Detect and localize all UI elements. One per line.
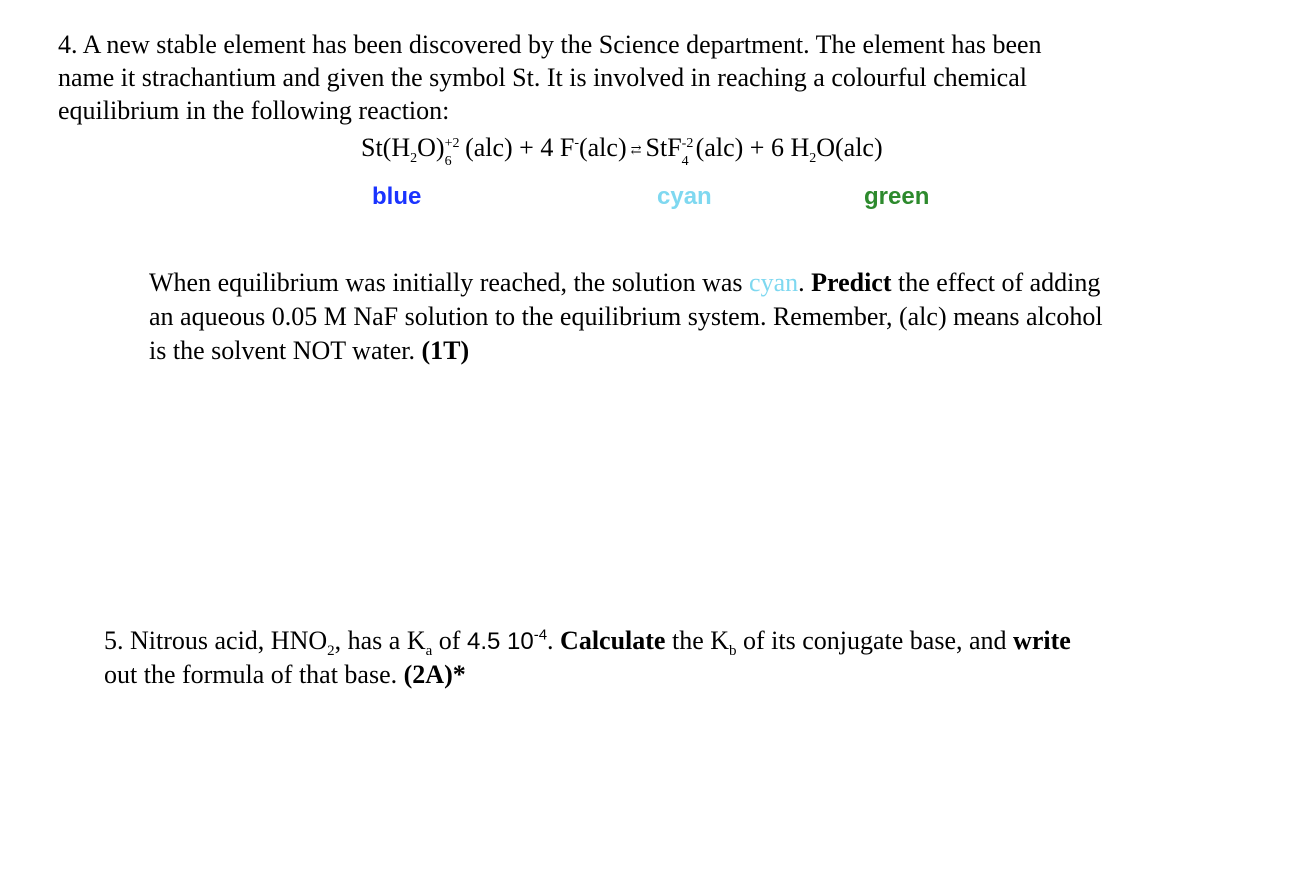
- q5-text-d: .: [547, 626, 561, 655]
- eq-reactant1-charge: +2: [444, 136, 460, 151]
- q5-marks: (2A)*: [403, 660, 466, 689]
- eq-fluoride-state: (alc): [578, 133, 627, 162]
- q5-text-a: 5. Nitrous acid, HNO: [104, 626, 328, 655]
- q5-exponent: -4: [533, 626, 548, 644]
- q4-line-2: name it strachantium and given the symbol St. It is involved in reaching a colourful chemical: [58, 63, 1027, 92]
- q4-prompt-text-b: .: [798, 268, 812, 297]
- color-label-green: green: [864, 183, 930, 210]
- eq-product1-sub4: 4: [681, 154, 689, 169]
- q4-line-3: equilibrium in the following reaction:: [58, 96, 450, 125]
- eq-reactant1-sub2: 2: [410, 151, 418, 167]
- eq-product1-prefix: StF: [645, 133, 682, 162]
- q4-prompt-line3-text: is the solvent NOT water.: [149, 336, 422, 365]
- color-label-blue: blue: [372, 183, 422, 210]
- equilibrium-arrow-icon: ⇄: [630, 142, 642, 158]
- eq-reactant1-prefix: St(H: [361, 133, 411, 162]
- q5-text-b: , has a K: [334, 626, 426, 655]
- question-4-intro: [58, 28, 1258, 127]
- q5-write: write: [1013, 626, 1071, 655]
- q5-line-2: [104, 658, 1254, 691]
- q4-marks: (1T): [421, 336, 470, 365]
- question-5: [104, 624, 1254, 691]
- q5-value: 4.5 10: [466, 628, 534, 655]
- eq-reactant1-subsup: [444, 136, 460, 169]
- q4-prompt-text-a: When equilibrium was initially reached, the solution was: [149, 268, 750, 297]
- q5-text-f: of its conjugate base, and: [736, 626, 1014, 655]
- q5-ka-sub: a: [425, 643, 433, 660]
- eq-product1-subsup: [681, 136, 696, 169]
- q5-kb-sub: b: [729, 643, 737, 660]
- q4-prompt-line-3: [149, 334, 1249, 368]
- q5-text-c: of: [432, 626, 467, 655]
- q4-prompt-text-c: the effect of adding: [891, 268, 1101, 297]
- eq-reactant1-sub6: 6: [444, 154, 452, 169]
- eq-water-state: O(alc): [816, 133, 883, 162]
- question-4-prompt: [149, 266, 1249, 368]
- eq-water-sub2: 2: [809, 151, 817, 167]
- q4-line-1: 4. A new stable element has been discovered by the Science department. The element has been: [58, 30, 1042, 59]
- eq-product1-state: (alc) + 6 H: [695, 133, 810, 162]
- q4-prompt-cyan-word: cyan: [749, 268, 799, 297]
- eq-fluoride-charge: -: [574, 135, 579, 151]
- q5-line-1: [104, 624, 1254, 658]
- eq-reactant1-mid: O): [417, 133, 445, 162]
- color-label-cyan: cyan: [657, 183, 712, 210]
- eq-reactant1-state: (alc) + 4 F: [458, 133, 575, 162]
- q4-prompt-line-1: [149, 266, 1249, 300]
- q5-calculate: Calculate: [560, 626, 666, 655]
- q5-hno-sub: 2: [327, 643, 335, 660]
- eq-product1-charge: -2: [681, 136, 694, 151]
- q4-prompt-line-2: an aqueous 0.05 M NaF solution to the equilibrium system. Remember, (alc) means alcohol: [149, 302, 1103, 331]
- q4-prompt-predict: Predict: [811, 268, 892, 297]
- chemical-equation: [361, 128, 883, 170]
- q5-text-e: the K: [665, 626, 730, 655]
- q5-line2-text: out the formula of that base.: [104, 660, 404, 689]
